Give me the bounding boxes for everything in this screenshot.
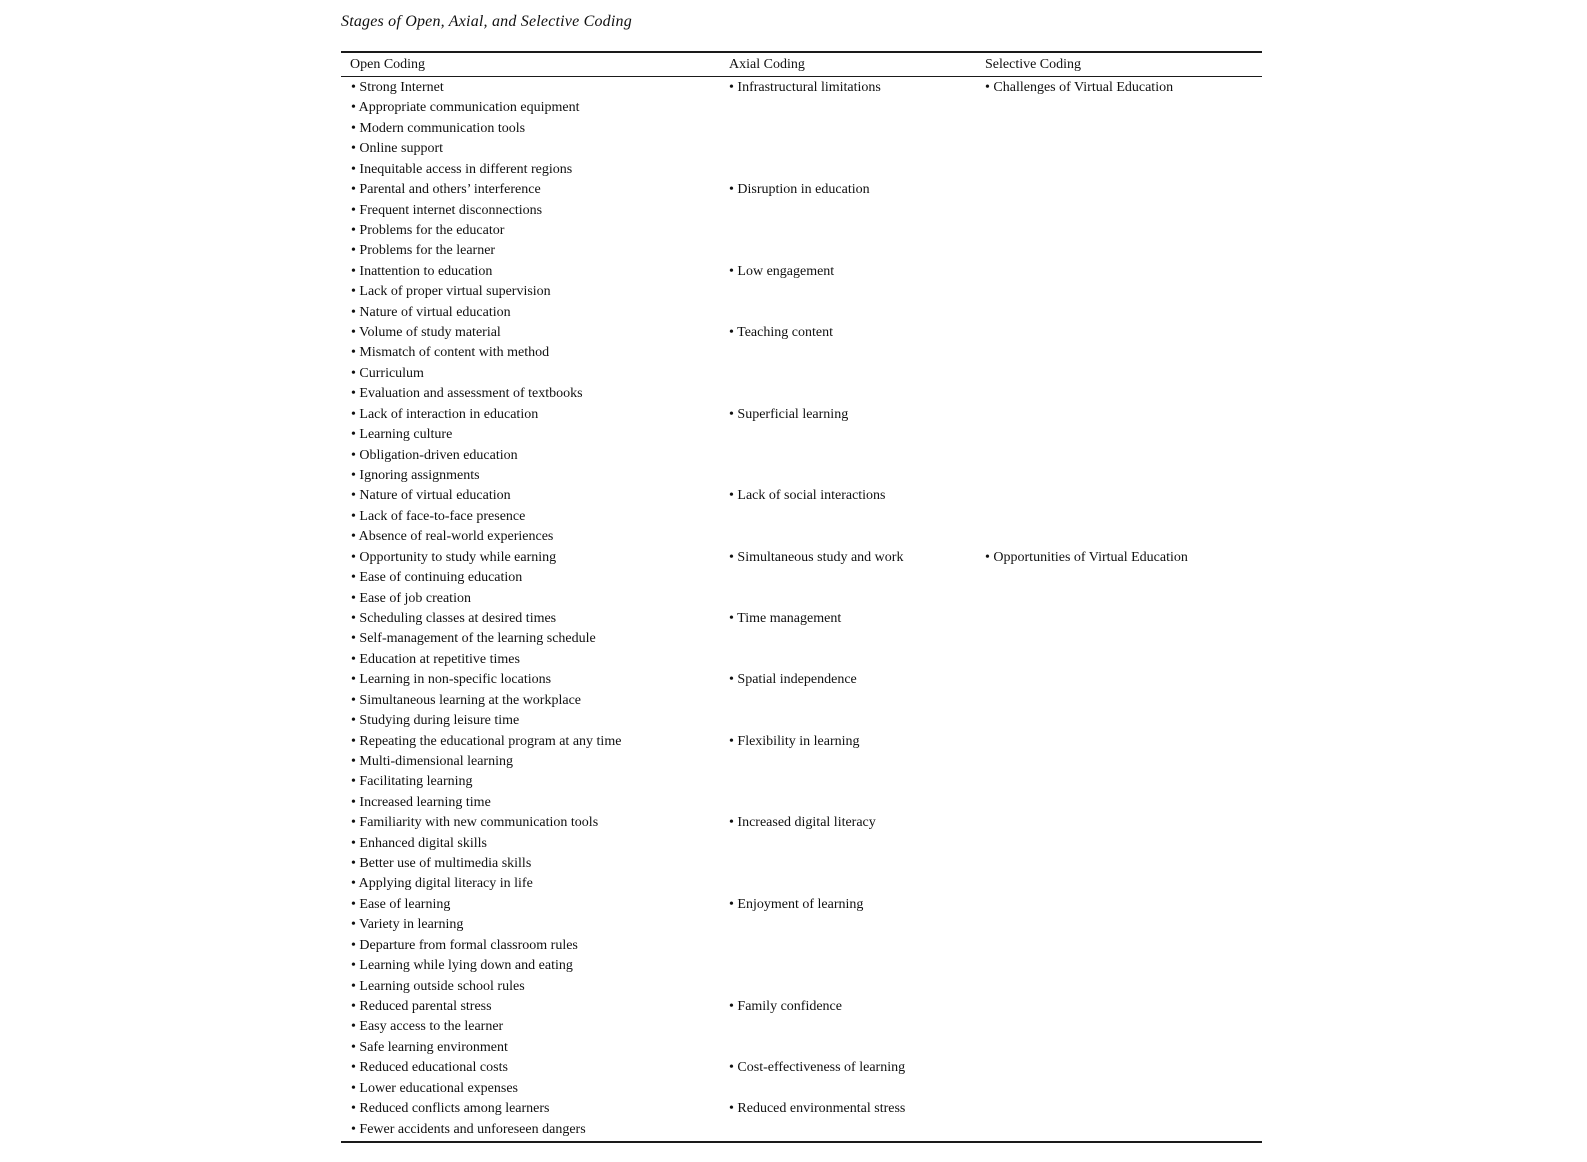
column-header-selective-coding: Selective Coding <box>985 57 1082 72</box>
cell-open-coding: • Multi-dimensional learning <box>351 753 513 769</box>
cell-selective-coding <box>982 262 1262 282</box>
cell-open-coding: • Volume of study material <box>351 325 501 341</box>
cell-axial-coding <box>728 568 982 588</box>
cell-open-coding: • Departure from formal classroom rules <box>351 937 578 953</box>
table-row <box>341 915 1262 935</box>
cell-open-coding: • Opportunity to study while earning <box>351 549 557 565</box>
cell-axial-coding <box>728 793 982 813</box>
cell-axial-coding <box>728 629 982 649</box>
table-row <box>341 691 1262 711</box>
cell-selective-coding <box>982 752 1262 772</box>
cell-selective-coding: • Challenges of Virtual Education <box>985 80 1174 95</box>
cell-open-coding: • Simultaneous learning at the workplace <box>351 692 582 708</box>
table-body <box>341 77 1262 1141</box>
table-row <box>341 732 1262 752</box>
table-row <box>341 527 1262 547</box>
cell-open-coding: • Reduced conflicts among learners <box>351 1101 550 1117</box>
cell-selective-coding <box>982 895 1262 915</box>
cell-selective-coding <box>982 650 1262 670</box>
cell-axial-coding <box>728 691 982 711</box>
cell-axial-coding <box>728 507 982 527</box>
cell-axial-coding: • Low engagement <box>729 263 835 279</box>
cell-selective-coding <box>982 282 1262 302</box>
cell-axial-coding <box>728 160 982 180</box>
table-row <box>341 997 1262 1017</box>
cell-axial-coding <box>728 527 982 547</box>
cell-axial-coding: • Enjoyment of learning <box>729 896 864 912</box>
cell-axial-coding <box>728 772 982 792</box>
table-row <box>341 1058 1262 1078</box>
cell-axial-coding <box>728 589 982 609</box>
cell-selective-coding: • Opportunities of Virtual Education <box>985 549 1188 565</box>
cell-axial-coding: • Superficial learning <box>729 406 849 422</box>
cell-axial-coding <box>728 201 982 221</box>
column-header-axial-coding: Axial Coding <box>729 57 805 72</box>
cell-selective-coding <box>982 1099 1262 1119</box>
cell-open-coding: • Ignoring assignments <box>351 468 480 484</box>
cell-axial-coding: • Lack of social interactions <box>729 488 886 504</box>
cell-selective-coding <box>982 180 1262 200</box>
cell-selective-coding <box>982 446 1262 466</box>
cell-selective-coding <box>982 1079 1262 1099</box>
cell-selective-coding <box>982 343 1262 363</box>
cell-open-coding: • Lack of interaction in education <box>351 406 539 422</box>
table-row <box>341 711 1262 731</box>
table-row <box>341 589 1262 609</box>
cell-axial-coding <box>728 139 982 159</box>
cell-selective-coding <box>982 1017 1262 1037</box>
cell-open-coding: • Repeating the educational program at any time <box>351 733 622 749</box>
table-row <box>341 874 1262 894</box>
cell-selective-coding <box>982 466 1262 486</box>
cell-open-coding: • Better use of multimedia skills <box>351 856 532 872</box>
table-row <box>341 772 1262 792</box>
cell-axial-coding <box>728 752 982 772</box>
cell-selective-coding <box>982 793 1262 813</box>
cell-selective-coding <box>982 527 1262 547</box>
cell-open-coding: • Inequitable access in different regions <box>351 161 573 177</box>
cell-selective-coding <box>982 854 1262 874</box>
cell-selective-coding <box>982 303 1262 323</box>
cell-axial-coding <box>728 303 982 323</box>
column-header-open-coding: Open Coding <box>350 57 426 72</box>
table-row <box>341 78 1262 98</box>
cell-open-coding: • Lack of proper virtual supervision <box>351 284 551 300</box>
cell-selective-coding <box>982 160 1262 180</box>
cell-selective-coding <box>982 691 1262 711</box>
table-row <box>341 895 1262 915</box>
cell-axial-coding: • Disruption in education <box>729 182 870 198</box>
cell-selective-coding <box>982 139 1262 159</box>
cell-open-coding: • Safe learning environment <box>351 1039 508 1055</box>
cell-open-coding: • Ease of learning <box>351 896 451 912</box>
cell-open-coding: • Self-management of the learning schedule <box>351 631 596 647</box>
table-row <box>341 364 1262 384</box>
table-row <box>341 568 1262 588</box>
cell-selective-coding <box>982 1038 1262 1058</box>
cell-selective-coding <box>982 711 1262 731</box>
cell-selective-coding <box>982 201 1262 221</box>
table-row <box>341 548 1262 568</box>
cell-axial-coding <box>728 119 982 139</box>
cell-selective-coding <box>982 364 1262 384</box>
cell-selective-coding <box>982 629 1262 649</box>
cell-axial-coding <box>728 364 982 384</box>
cell-selective-coding <box>982 936 1262 956</box>
table-row <box>341 629 1262 649</box>
cell-axial-coding <box>728 425 982 445</box>
table-row <box>341 262 1262 282</box>
cell-open-coding: • Inattention to education <box>351 263 493 279</box>
cell-open-coding: • Curriculum <box>351 365 424 381</box>
cell-open-coding: • Problems for the learner <box>351 243 496 259</box>
cell-axial-coding <box>728 650 982 670</box>
cell-open-coding: • Lower educational expenses <box>351 1080 519 1096</box>
cell-selective-coding <box>982 384 1262 404</box>
cell-selective-coding <box>982 772 1262 792</box>
cell-selective-coding <box>982 915 1262 935</box>
cell-selective-coding <box>982 997 1262 1017</box>
cell-selective-coding <box>982 568 1262 588</box>
table-row <box>341 446 1262 466</box>
cell-open-coding: • Frequent internet disconnections <box>351 202 543 218</box>
cell-selective-coding <box>982 1058 1262 1078</box>
cell-selective-coding <box>982 874 1262 894</box>
table-row <box>341 466 1262 486</box>
cell-open-coding: • Nature of virtual education <box>351 304 511 320</box>
table-row <box>341 405 1262 425</box>
table-row <box>341 201 1262 221</box>
cell-axial-coding <box>728 854 982 874</box>
table-row <box>341 854 1262 874</box>
cell-axial-coding <box>728 711 982 731</box>
cell-open-coding: • Parental and others’ interference <box>351 182 541 198</box>
table-row <box>341 160 1262 180</box>
cell-open-coding: • Education at repetitive times <box>351 651 520 667</box>
cell-axial-coding: • Teaching content <box>729 325 833 341</box>
cell-open-coding: • Reduced educational costs <box>351 1060 508 1076</box>
cell-axial-coding <box>728 1017 982 1037</box>
table-row <box>341 956 1262 976</box>
table-row <box>341 977 1262 997</box>
cell-axial-coding: • Family confidence <box>729 998 842 1014</box>
cell-selective-coding <box>982 977 1262 997</box>
cell-open-coding: • Applying digital literacy in life <box>351 876 533 892</box>
table-header-row <box>341 53 1262 77</box>
cell-open-coding: • Appropriate communication equipment <box>351 100 580 116</box>
cell-axial-coding <box>728 343 982 363</box>
cell-selective-coding <box>982 405 1262 425</box>
cell-axial-coding <box>728 1120 982 1140</box>
table-row <box>341 1099 1262 1119</box>
cell-axial-coding: • Simultaneous study and work <box>729 549 904 565</box>
cell-open-coding: • Nature of virtual education <box>351 488 511 504</box>
cell-open-coding: • Learning in non-specific locations <box>351 672 552 688</box>
cell-selective-coding <box>982 507 1262 527</box>
cell-axial-coding <box>728 977 982 997</box>
cell-open-coding: • Ease of job creation <box>351 590 471 606</box>
table-row <box>341 486 1262 506</box>
cell-selective-coding <box>982 425 1262 445</box>
table-row <box>341 98 1262 118</box>
cell-open-coding: • Scheduling classes at desired times <box>351 610 557 626</box>
cell-axial-coding: • Time management <box>729 610 842 626</box>
cell-open-coding: • Learning culture <box>351 427 453 443</box>
cell-open-coding: • Increased learning time <box>351 794 491 810</box>
table-row <box>341 507 1262 527</box>
cell-selective-coding <box>982 98 1262 118</box>
table-row <box>341 384 1262 404</box>
table-caption: Stages of Open, Axial, and Selective Coding <box>341 13 632 30</box>
cell-open-coding: • Learning outside school rules <box>351 978 525 994</box>
table-row <box>341 425 1262 445</box>
cell-selective-coding <box>982 732 1262 752</box>
table-row <box>341 650 1262 670</box>
cell-axial-coding: • Cost-effectiveness of learning <box>729 1060 906 1076</box>
table-row <box>341 834 1262 854</box>
cell-selective-coding <box>982 834 1262 854</box>
cell-open-coding: • Familiarity with new communication tools <box>351 815 599 831</box>
cell-axial-coding <box>728 282 982 302</box>
cell-selective-coding <box>982 119 1262 139</box>
cell-axial-coding <box>728 915 982 935</box>
table-row <box>341 813 1262 833</box>
cell-axial-coding <box>728 874 982 894</box>
table-row <box>341 609 1262 629</box>
table-row <box>341 139 1262 159</box>
table-row <box>341 752 1262 772</box>
cell-open-coding: • Lack of face-to-face presence <box>351 508 526 524</box>
cell-axial-coding <box>728 384 982 404</box>
cell-open-coding: • Problems for the educator <box>351 222 505 238</box>
table-row <box>341 221 1262 241</box>
cell-axial-coding <box>728 446 982 466</box>
cell-open-coding: • Absence of real-world experiences <box>351 529 554 545</box>
cell-open-coding: • Evaluation and assessment of textbooks <box>351 386 583 402</box>
cell-open-coding: • Easy access to the learner <box>351 1019 504 1035</box>
cell-selective-coding <box>982 221 1262 241</box>
cell-open-coding: • Ease of continuing education <box>351 570 523 586</box>
cell-open-coding: • Studying during leisure time <box>351 713 520 729</box>
cell-axial-coding: • Spatial independence <box>729 672 857 688</box>
table-row <box>341 1038 1262 1058</box>
table-row <box>341 670 1262 690</box>
table-row <box>341 936 1262 956</box>
cell-open-coding: • Learning while lying down and eating <box>351 958 573 974</box>
table-row <box>341 303 1262 323</box>
cell-selective-coding <box>982 956 1262 976</box>
coding-table <box>341 51 1262 1143</box>
cell-open-coding: • Fewer accidents and unforeseen dangers <box>351 1121 586 1137</box>
cell-axial-coding <box>728 1079 982 1099</box>
table-row <box>341 1079 1262 1099</box>
table-row <box>341 241 1262 261</box>
cell-axial-coding: • Reduced environmental stress <box>729 1101 906 1117</box>
cell-open-coding: • Strong Internet <box>351 80 444 95</box>
table-row <box>341 323 1262 343</box>
cell-axial-coding <box>728 221 982 241</box>
cell-selective-coding <box>982 241 1262 261</box>
cell-open-coding: • Facilitating learning <box>351 774 473 790</box>
table-row <box>341 1017 1262 1037</box>
table-row <box>341 180 1262 200</box>
cell-open-coding: • Modern communication tools <box>351 120 526 136</box>
cell-axial-coding <box>728 241 982 261</box>
cell-axial-coding: • Infrastructural limitations <box>729 80 881 95</box>
cell-axial-coding <box>728 936 982 956</box>
cell-selective-coding <box>982 1120 1262 1140</box>
cell-open-coding: • Variety in learning <box>351 917 464 933</box>
cell-selective-coding <box>982 813 1262 833</box>
cell-axial-coding <box>728 466 982 486</box>
cell-axial-coding <box>728 98 982 118</box>
cell-open-coding: • Obligation-driven education <box>351 447 518 463</box>
cell-open-coding: • Mismatch of content with method <box>351 345 550 361</box>
cell-selective-coding <box>982 609 1262 629</box>
cell-axial-coding: • Increased digital literacy <box>729 815 876 831</box>
table-row <box>341 343 1262 363</box>
cell-axial-coding: • Flexibility in learning <box>729 733 860 749</box>
cell-selective-coding <box>982 589 1262 609</box>
table-row <box>341 282 1262 302</box>
cell-axial-coding <box>728 956 982 976</box>
cell-selective-coding <box>982 486 1262 506</box>
table-row <box>341 119 1262 139</box>
cell-open-coding: • Reduced parental stress <box>351 998 492 1014</box>
cell-selective-coding <box>982 670 1262 690</box>
cell-axial-coding <box>728 1038 982 1058</box>
cell-axial-coding <box>728 834 982 854</box>
cell-open-coding: • Online support <box>351 141 444 157</box>
cell-open-coding: • Enhanced digital skills <box>351 835 487 851</box>
table-row <box>341 1120 1262 1140</box>
cell-selective-coding <box>982 323 1262 343</box>
table-row <box>341 793 1262 813</box>
